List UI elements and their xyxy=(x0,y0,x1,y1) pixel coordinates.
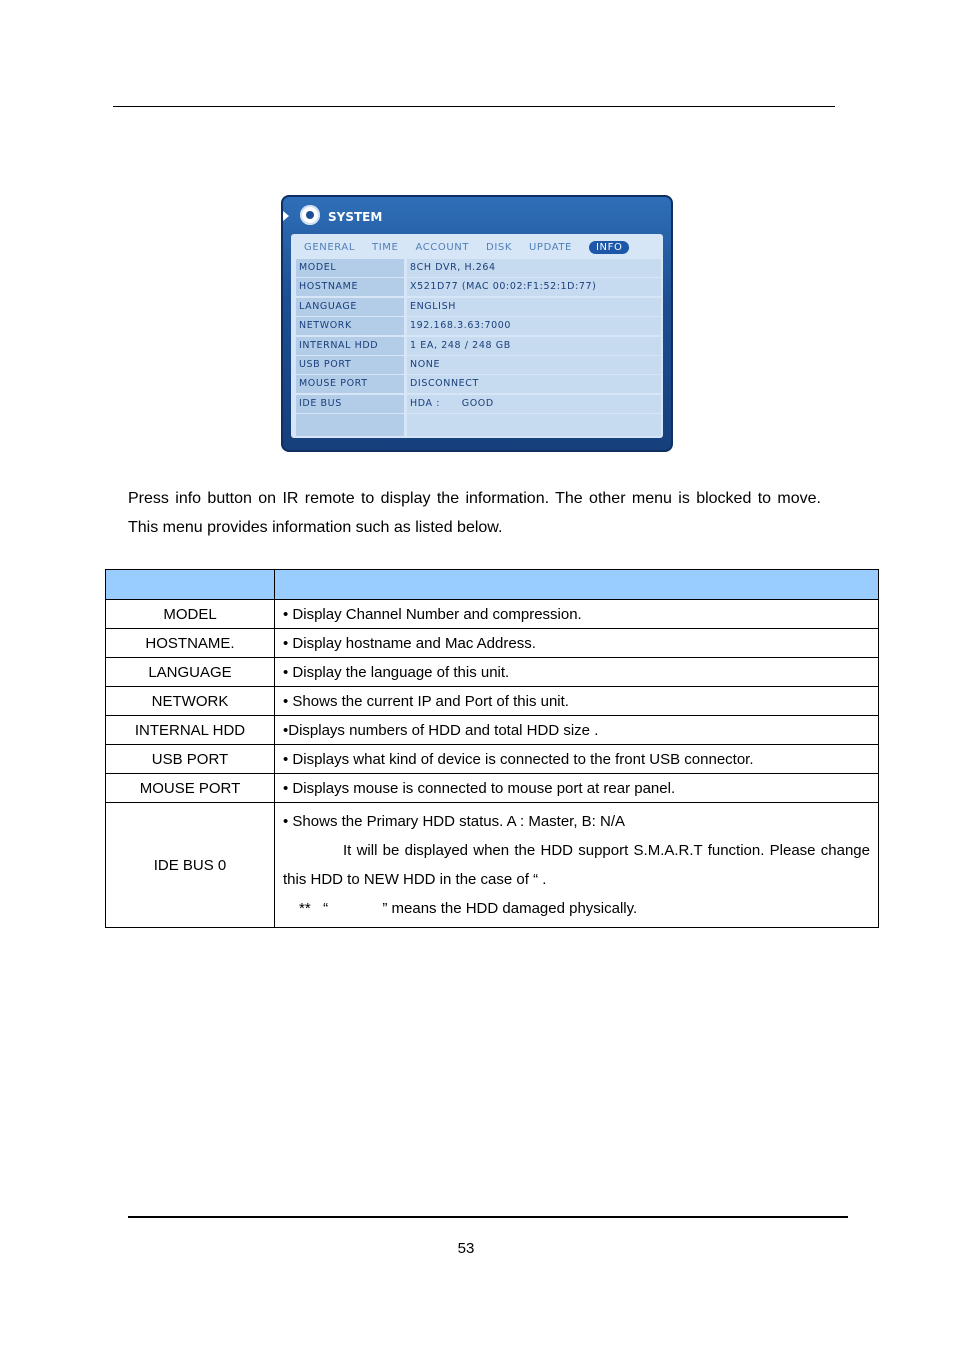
info-table xyxy=(105,569,879,928)
page-number: 53 xyxy=(457,1240,475,1257)
info-row-empty xyxy=(296,414,661,436)
description-paragraph: Press info button on IR remote to display the information. The other menu is blocked to move. This menu provides information such as listed below. xyxy=(128,490,839,536)
table-key: IDE BUS 0 xyxy=(106,803,275,928)
table-desc: • Display the language of this unit. xyxy=(275,658,879,687)
table-key: LANGUAGE xyxy=(106,658,275,687)
table-header-cell xyxy=(106,570,275,600)
tab-info[interactable]: INFO xyxy=(589,241,629,254)
info-value-empty xyxy=(407,414,661,436)
info-key: INTERNAL HDD xyxy=(296,337,404,355)
ide-line-1: • Shows the Primary HDD status. A : Master, B: N/A xyxy=(283,813,626,830)
info-row-mouse-port xyxy=(296,375,661,393)
info-panel xyxy=(291,234,663,438)
ide-line-2: It will be displayed when the HDD support S.M.A.R.T function. Please change this HDD to NEW HDD in the case of “ . xyxy=(283,842,870,888)
table-key: USB PORT xyxy=(106,745,275,774)
table-row xyxy=(106,600,879,629)
table-desc: • Shows the current IP and Port of this unit. xyxy=(275,687,879,716)
table-row xyxy=(106,629,879,658)
table-row xyxy=(106,658,879,687)
tab-disk[interactable]: DISK xyxy=(486,241,513,253)
info-key: LANGUAGE xyxy=(296,298,404,316)
table-key: INTERNAL HDD xyxy=(106,716,275,745)
info-value: 8CH DVR, H.264 xyxy=(407,259,661,277)
header-rule xyxy=(113,106,835,107)
info-value: NONE xyxy=(407,356,661,374)
table-key: MOUSE PORT xyxy=(106,774,275,803)
info-rows xyxy=(296,259,661,438)
table-desc: • Displays mouse is connected to mouse port at rear panel. xyxy=(275,774,879,803)
tab-general[interactable]: GENERAL xyxy=(304,241,356,253)
info-row-hostname xyxy=(296,278,661,296)
info-row-internal-hdd xyxy=(296,337,661,355)
info-value: 192.168.3.63:7000 xyxy=(407,317,661,335)
table-header-cell xyxy=(275,570,879,600)
dvr-system-info-screen xyxy=(281,195,673,452)
table-desc: •Displays numbers of HDD and total HDD size . xyxy=(275,716,879,745)
tab-time[interactable]: TIME xyxy=(372,241,399,253)
ide-line-3: ** “ ” means the HDD damaged physically. xyxy=(299,900,638,917)
table-key: NETWORK xyxy=(106,687,275,716)
info-key-empty xyxy=(296,414,404,436)
info-key: USB PORT xyxy=(296,356,404,374)
table-row xyxy=(106,774,879,803)
info-row-network xyxy=(296,317,661,335)
table-desc: • Displays what kind of device is connected to the front USB connector. xyxy=(275,745,879,774)
table-row xyxy=(106,745,879,774)
tab-account[interactable]: ACCOUNT xyxy=(415,241,470,253)
table-desc-ide xyxy=(275,803,879,928)
info-value: HDA : GOOD xyxy=(407,395,661,413)
menu-pointer-icon xyxy=(283,211,289,221)
info-value: ENGLISH xyxy=(407,298,661,316)
tab-update[interactable]: UPDATE xyxy=(529,241,572,253)
table-row xyxy=(106,687,879,716)
info-key: IDE BUS xyxy=(296,395,404,413)
info-value: DISCONNECT xyxy=(407,375,661,393)
table-header-row xyxy=(106,570,879,600)
info-value: X521D77 (MAC 00:02:F1:52:1D:77) xyxy=(407,278,661,296)
info-key: MOUSE PORT xyxy=(296,375,404,393)
table-key: HOSTNAME. xyxy=(106,629,275,658)
table-desc: • Display hostname and Mac Address. xyxy=(275,629,879,658)
table-row-ide-bus xyxy=(106,803,879,928)
info-value: 1 EA, 248 / 248 GB xyxy=(407,337,661,355)
tab-bar xyxy=(304,239,629,255)
info-key: NETWORK xyxy=(296,317,404,335)
gear-icon xyxy=(300,205,320,225)
info-key: MODEL xyxy=(296,259,404,277)
screen-title: SYSTEM xyxy=(328,210,383,224)
info-row-usb-port xyxy=(296,356,661,374)
info-row-language xyxy=(296,298,661,316)
info-row-ide-bus xyxy=(296,395,661,413)
info-key: HOSTNAME xyxy=(296,278,404,296)
table-desc: • Display Channel Number and compression. xyxy=(275,600,879,629)
table-row xyxy=(106,716,879,745)
info-row-model xyxy=(296,259,661,277)
table-key: MODEL xyxy=(106,600,275,629)
footer-rule xyxy=(128,1216,848,1218)
